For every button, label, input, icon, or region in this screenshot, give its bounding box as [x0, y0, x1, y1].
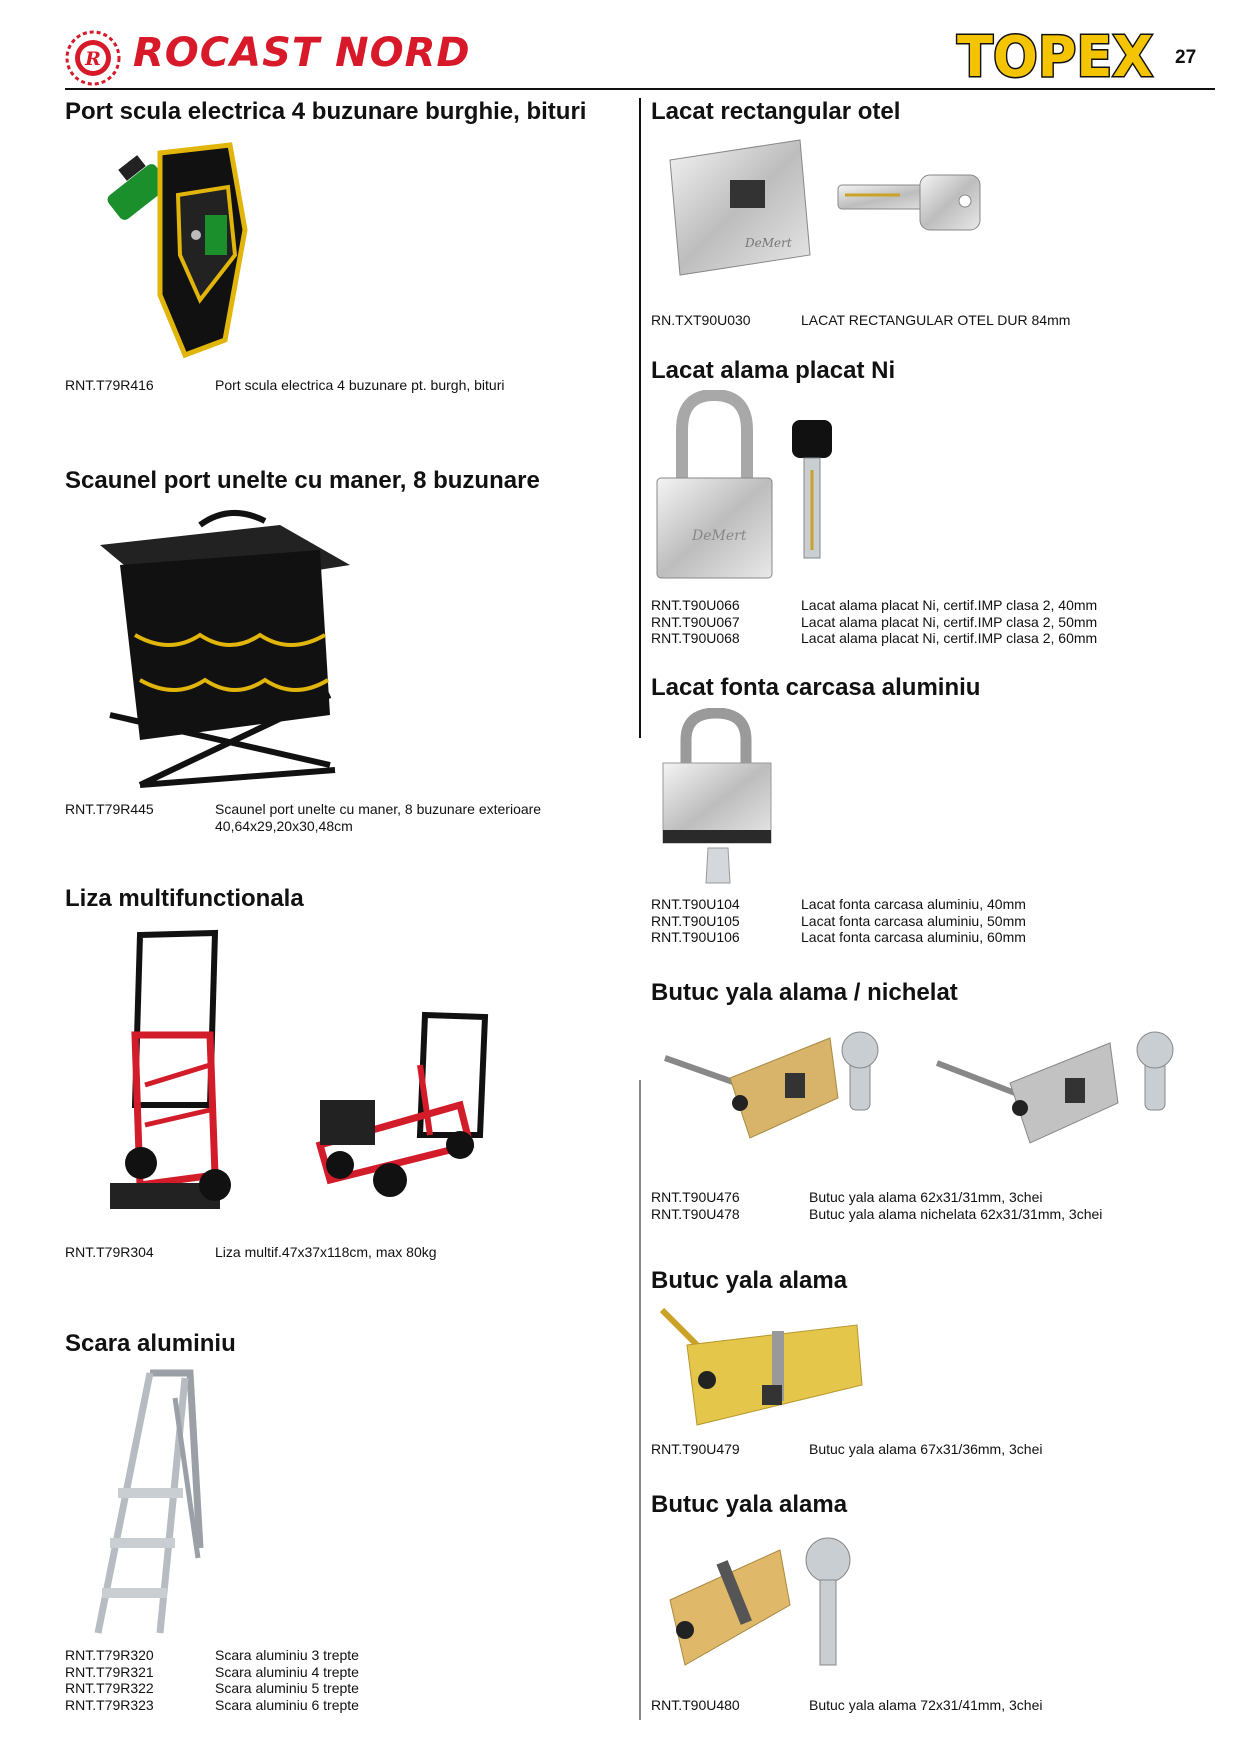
- product-codes: RNT.T79R304: [65, 1244, 154, 1260]
- section-title-scaunel: Scaunel port unelte cu maner, 8 buzunare: [65, 467, 540, 494]
- product-descriptions: Lacat alama placat Ni, certif.IMP clasa 2, 40mm Lacat alama placat Ni, certif.IMP clasa 2, 50mm Lacat alama placat Ni, certif.IMP clasa 2, 60mm: [801, 597, 1098, 646]
- product-codes: RNT.T90U104 RNT.T90U105 RNT.T90U106: [651, 896, 740, 945]
- column-divider: [639, 98, 641, 738]
- product-codes: RNT.T79R416: [65, 377, 154, 393]
- svg-text:DeMert: DeMert: [692, 528, 747, 544]
- tool-stool-image: [80, 505, 370, 795]
- hand-truck-platform-image: [310, 1005, 490, 1205]
- section-title-butuc-480: Butuc yala alama: [651, 1491, 848, 1518]
- svg-text:DeMert: DeMert: [745, 236, 792, 250]
- product-codes: RNT.T90U476 RNT.T90U478: [651, 1189, 740, 1222]
- section-title-port-scula: Port scula electrica 4 buzunare burghie, bituri: [65, 98, 587, 125]
- section-title-lacat-alama: Lacat alama placat Ni: [651, 357, 896, 384]
- product-descriptions: LACAT RECTANGULAR OTEL DUR 84mm: [801, 312, 1071, 328]
- product-descriptions: Lacat fonta carcasa aluminiu, 40mm Lacat fonta carcasa aluminiu, 50mm Lacat fonta carcasa aluminiu, 60mm: [801, 896, 1026, 945]
- product-descriptions: Scara aluminiu 3 trepte Scara aluminiu 4 trepte Scara aluminiu 5 trepte Scara aluminiu 6 trepte: [215, 1647, 359, 1713]
- product-codes: RN.TXT90U030: [651, 312, 751, 328]
- brand-name: ROCAST NORD: [133, 30, 471, 76]
- product-descriptions: Port scula electrica 4 buzunare pt. burgh, bituri: [215, 377, 505, 393]
- product-descriptions: Butuc yala alama 62x31/31mm, 3chei Butuc yala alama nichelata 62x31/31mm, 3chei: [809, 1189, 1103, 1222]
- product-codes: RNT.T90U480: [651, 1697, 740, 1713]
- hand-truck-image: [95, 925, 245, 1235]
- column-divider: [639, 1080, 641, 1720]
- section-title-lacat-fonta: Lacat fonta carcasa aluminiu: [651, 674, 981, 701]
- rocast-logo-icon: [65, 30, 121, 86]
- cylinder-locks-image: [660, 1018, 1200, 1158]
- product-descriptions: Liza multif.47x37x118cm, max 80kg: [215, 1244, 437, 1260]
- product-codes: RNT.T79R445: [65, 801, 154, 817]
- section-title-butuc-479: Butuc yala alama: [651, 1267, 848, 1294]
- rectangular-padlock-image: [660, 135, 990, 290]
- product-descriptions: Butuc yala alama 67x31/36mm, 3chei: [809, 1441, 1043, 1457]
- brass-cylinder-lock-image: [657, 1305, 867, 1435]
- product-descriptions: Scaunel port unelte cu maner, 8 buzunare exterioare 40,64x29,20x30,48cm: [215, 801, 542, 834]
- section-title-butuc-nichelat: Butuc yala alama / nichelat: [651, 979, 958, 1006]
- page-number: 27: [1175, 47, 1197, 68]
- section-title-lacat-rectangular: Lacat rectangular otel: [651, 98, 901, 125]
- svg-text:TOPEX: TOPEX: [957, 26, 1153, 86]
- svg-text:R: R: [85, 48, 101, 70]
- header-rule: [65, 88, 1215, 90]
- section-title-liza: Liza multifunctionala: [65, 885, 304, 912]
- aluminium-ladder-image: [90, 1368, 220, 1643]
- section-title-scara: Scara aluminiu: [65, 1330, 236, 1357]
- brass-cylinder-with-key-image: [660, 1530, 860, 1680]
- product-descriptions: Butuc yala alama 72x31/41mm, 3chei: [809, 1697, 1043, 1713]
- cast-iron-padlock-image: [658, 708, 778, 888]
- topex-logo: [953, 26, 1157, 86]
- product-codes: RNT.T79R320 RNT.T79R321 RNT.T79R322 RNT.T79R323: [65, 1647, 154, 1713]
- nickel-padlock-image: [652, 390, 852, 585]
- product-codes: RNT.T90U479: [651, 1441, 740, 1457]
- product-codes: RNT.T90U066 RNT.T90U067 RNT.T90U068: [651, 597, 740, 646]
- tool-holder-image: [100, 135, 290, 365]
